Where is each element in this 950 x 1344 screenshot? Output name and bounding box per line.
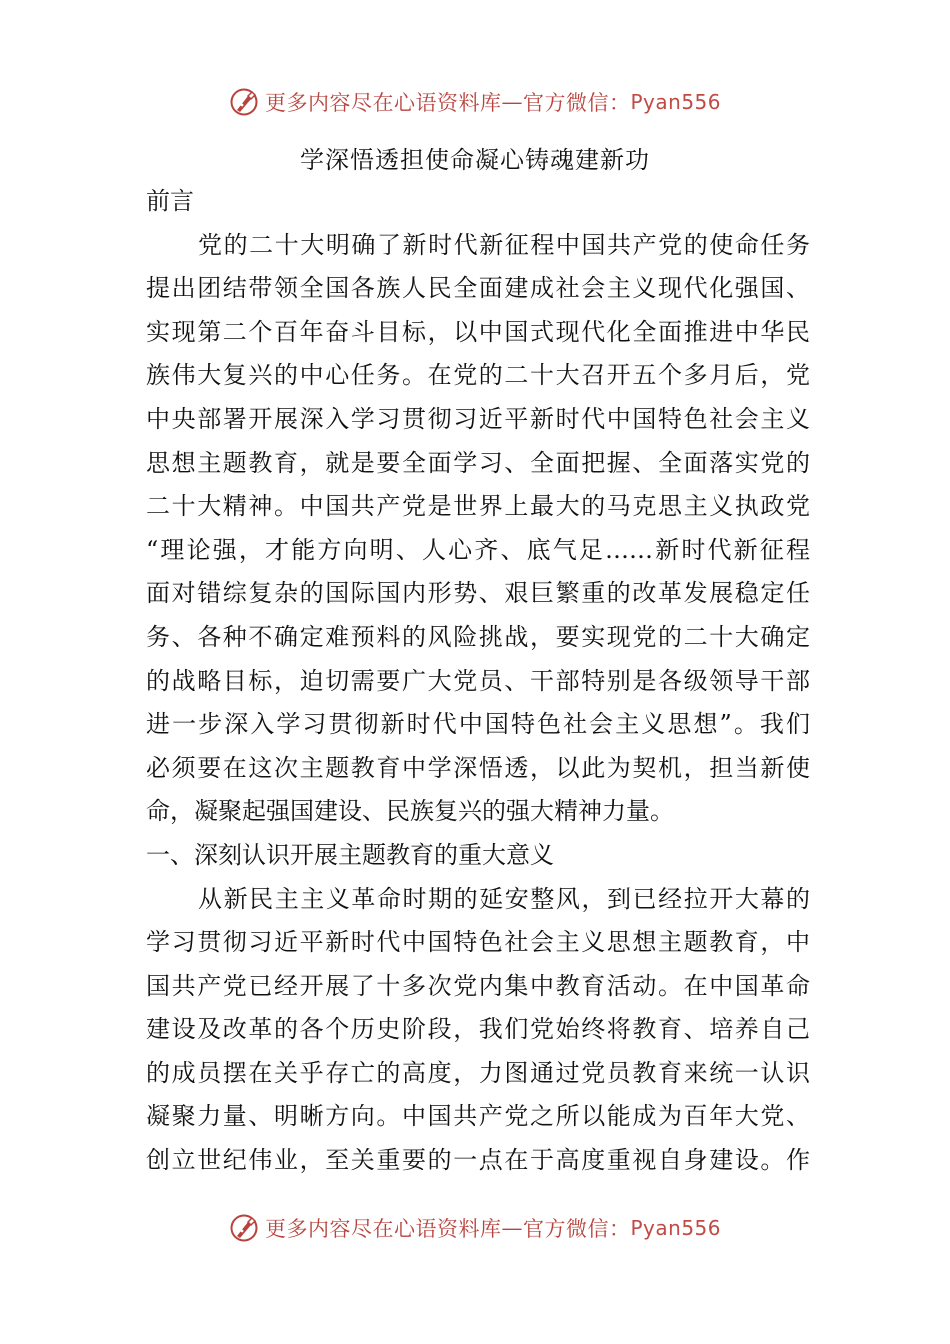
paragraph-line: 的成员摆在关乎存亡的高度，力图通过党员教育来统一认识 (146, 1058, 810, 1087)
paragraph-line: 从新民主主义革命时期的延安整风，到已经拉开大幕的 (198, 884, 810, 913)
paragraph-line: 凝聚力量、明晰方向。中国共产党之所以能成为百年大党、 (146, 1102, 810, 1131)
paragraph-line: 二十大精神。中国共产党是世界上最大的马克思主义执政党 (146, 492, 810, 521)
paragraph-2 (146, 878, 810, 1183)
paragraph-line: 思想主题教育，就是要全面学习、全面把握、全面落实党的 (146, 448, 810, 477)
paragraph-line: 的战略目标，迫切需要广大党员、干部特别是各级领导干部 (146, 666, 810, 695)
paragraph-line: 必须要在这次主题教育中学深悟透，以此为契机，担当新使 (146, 753, 810, 782)
paragraph-line: 命，凝聚起强国建设、民族复兴的强大精神力量。 (146, 797, 674, 826)
document-body (146, 180, 810, 1183)
paragraph-line: 国共产党已经开展了十多次党内集中教育活动。在中国革命 (146, 971, 810, 1000)
paragraph-line: 党的二十大明确了新时代新征程中国共产党的使命任务 (198, 230, 810, 259)
watermark-wechat-id: Pyan556 (630, 1216, 721, 1240)
paragraph-line: 族伟大复兴的中心任务。在党的二十大召开五个多月后，党 (146, 361, 810, 390)
paragraph-line: 实现第二个百年奋斗目标，以中国式现代化全面推进中华民 (146, 317, 810, 346)
paragraph-line: 进一步深入学习贯彻新时代中国特色社会主义思想”。我们 (146, 710, 810, 739)
section-1-heading: 一、深刻认识开展主题教育的重大意义 (146, 840, 554, 869)
watermark-header (0, 82, 950, 122)
watermark-official-label: 官方微信： (522, 1217, 631, 1241)
paragraph-line: 创立世纪伟业，至关重要的一点在于高度重视自身建设。作 (146, 1146, 810, 1175)
paragraph-line: 务、各种不确定难预料的风险挑战，要实现党的二十大确定 (146, 622, 810, 651)
watermark-cn-text: 更多内容尽在心语资料库 (264, 91, 502, 115)
watermark-wechat-id: Pyan556 (630, 90, 721, 114)
paragraph-line: 面对错综复杂的国际国内形势、艰巨繁重的改革发展稳定任 (146, 579, 810, 608)
watermark-cn-text: 更多内容尽在心语资料库 (264, 1217, 502, 1241)
watermark-separator: — (501, 1216, 523, 1240)
paragraph-1 (146, 224, 810, 834)
document-title: 学深悟透担使命凝心铸魂建新功 (300, 146, 650, 174)
fountain-pen-seal-icon (229, 87, 259, 117)
paragraph-line: 提出团结带领全国各族人民全面建成社会主义现代化强国、 (146, 274, 810, 303)
watermark-official-label: 官方微信： (522, 91, 631, 115)
preface-heading: 前言 (146, 187, 194, 215)
watermark-footer (0, 1208, 950, 1248)
paragraph-line: 中央部署开展深入学习贯彻习近平新时代中国特色社会主义 (146, 404, 810, 433)
paragraph-line: 建设及改革的各个历史阶段，我们党始终将教育、培养自己 (146, 1015, 810, 1044)
paragraph-line: 学习贯彻习近平新时代中国特色社会主义思想主题教育，中 (146, 928, 810, 957)
watermark-separator: — (501, 90, 523, 114)
paragraph-line: “理论强，才能方向明、人心齐、底气足……新时代新征程 (146, 535, 810, 564)
fountain-pen-seal-icon (229, 1213, 259, 1243)
